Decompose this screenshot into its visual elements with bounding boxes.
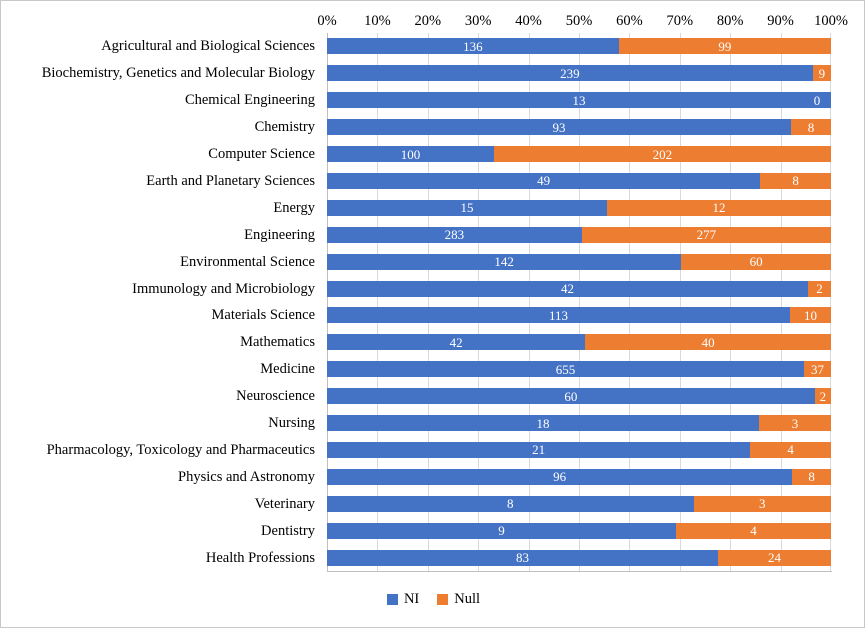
plot-bottom-border [327,571,832,572]
bar-row [327,227,831,243]
bar-value-null: 24 [767,550,781,566]
bar-segment-null[interactable] [619,38,831,54]
bar-value-ni: 8 [507,496,514,512]
bar-value-ni: 42 [561,281,575,297]
category-label: Chemistry [254,119,315,136]
bar-row [327,254,831,270]
bar-segment-ni[interactable] [327,92,831,108]
bar-value-ni: 96 [553,469,567,485]
bar-value-ni: 18 [536,415,550,431]
bar-value-ni: 49 [537,173,551,189]
bar-value-ni: 113 [548,307,569,323]
category-label: Materials Science [211,307,315,324]
bar-row [327,523,831,539]
x-tick-label: 70% [666,13,694,29]
gridline [428,33,429,571]
bar-value-null: 10 [804,307,817,323]
category-label: Earth and Planetary Sciences [146,172,315,189]
bar-value-ni: 93 [552,119,566,135]
category-label: Computer Science [208,146,315,163]
category-label: Agricultural and Biological Sciences [101,38,315,55]
bar-segment-ni[interactable] [327,334,585,350]
bar-value-null: 2 [816,281,823,297]
bar-value-null: 8 [807,119,815,135]
bar-segment-ni[interactable] [327,200,607,216]
bar-value-null: 3 [759,496,766,512]
gridline [579,33,580,571]
bar-segment-ni[interactable] [327,361,804,377]
bar-segment-ni[interactable] [327,388,815,404]
bar-row [327,442,831,458]
gridline [478,33,479,571]
bar-row [327,496,831,512]
bar-segment-ni[interactable] [327,254,681,270]
gridline [327,33,328,571]
legend-label-null: Null [454,591,481,607]
bar-value-null: 8 [808,469,815,485]
x-tick-label: 90% [767,13,794,29]
category-label: Energy [273,199,315,216]
x-tick-label: 60% [616,13,643,29]
gridline [529,33,530,571]
bar-segment-null[interactable] [790,307,831,323]
bar-row [327,38,831,54]
bar-value-null: 99 [718,38,732,54]
category-label: Medicine [260,361,315,378]
bar-row [327,388,831,404]
bar-value-null: 12 [712,200,726,216]
bar-segment-ni[interactable] [327,469,792,485]
gridline [629,33,630,571]
bar-segment-null[interactable] [804,361,831,377]
category-label: Immunology and Microbiology [132,280,315,297]
bar-row [327,415,831,431]
bar-value-null: 3 [791,415,799,431]
bar-row [327,65,831,81]
bar-segment-null[interactable] [750,442,831,458]
bar-value-ni: 142 [494,254,514,270]
bar-segment-null[interactable] [808,281,831,297]
bar-row [327,119,831,135]
bar-row [327,334,831,350]
bar-segment-null[interactable] [718,550,831,566]
category-label: Engineering [244,226,315,243]
bar-segment-ni[interactable] [327,550,718,566]
category-label: Mathematics [240,334,315,351]
bar-value-null: 4 [787,442,794,458]
gridline [730,33,731,571]
x-tick-label: 30% [464,13,492,29]
gridline [680,33,681,571]
bar-value-ni: 239 [560,65,580,81]
bar-segment-ni[interactable] [327,307,790,323]
bar-segment-ni[interactable] [327,442,750,458]
gridline [377,33,378,571]
bar-segment-ni[interactable] [327,173,760,189]
bar-segment-null[interactable] [681,254,831,270]
category-label: Physics and Astronomy [178,468,315,485]
category-label: Chemical Engineering [184,92,315,109]
x-tick-label: 80% [716,13,744,29]
bar-row [327,550,831,566]
gridline [830,33,831,571]
x-tick-label: 100% [814,13,848,29]
bar-segment-null[interactable] [582,227,831,243]
bar-segment-ni[interactable] [327,496,694,512]
bar-value-null: 40 [701,334,715,350]
bar-segment-null[interactable] [791,119,831,135]
bar-segment-ni[interactable] [327,119,791,135]
bar-segment-null[interactable] [607,200,831,216]
bar-row [327,146,831,162]
bar-segment-ni[interactable] [327,38,619,54]
bar-row [327,281,831,297]
bar-row [327,469,831,485]
legend-label-ni: NI [403,591,420,607]
bar-segment-ni[interactable] [327,146,494,162]
bar-segment-null[interactable] [676,523,831,539]
bar-segment-null[interactable] [694,496,831,512]
bar-value-null: 4 [750,523,757,539]
plot-area [327,33,831,571]
bar-segment-null[interactable] [759,415,831,431]
bar-value-ni: 60 [564,388,578,404]
bar-value-ni: 655 [555,361,576,377]
category-label: Pharmacology, Toxicology and Pharmaceutics [46,441,315,458]
bar-value-ni: 13 [572,92,586,108]
bar-value-null: 8 [792,173,799,189]
category-label: Veterinary [254,495,315,512]
bar-segment-ni[interactable] [327,415,759,431]
x-tick-label: 10% [364,13,391,29]
category-label: Nursing [268,415,315,432]
bar-segment-null[interactable] [494,146,831,162]
legend-item-null[interactable] [437,591,480,608]
bar-segment-null[interactable] [813,65,831,81]
x-tick-label: 20% [414,13,442,29]
legend-swatch-null-icon [437,594,448,605]
bar-value-ni: 100 [400,146,421,162]
bar-segment-ni[interactable] [327,65,813,81]
bar-value-ni: 21 [532,442,546,458]
bar-value-ni: 283 [444,227,465,243]
bar-value-null: 9 [818,65,826,81]
category-label: Environmental Science [180,253,315,270]
y-axis-category-labels [1,33,321,571]
gridline [781,33,782,571]
bar-row [327,200,831,216]
legend-item-ni[interactable] [387,591,419,608]
x-tick-label: 40% [515,13,542,29]
bar-segment-ni[interactable] [327,281,808,297]
bar-row [327,173,831,189]
bar-segment-ni[interactable] [327,523,676,539]
bar-value-ni: 15 [460,200,474,216]
bar-value-null: 0 [813,92,821,108]
bar-value-ni: 42 [449,334,463,350]
bar-value-null: 60 [749,254,763,270]
x-tick-label: 50% [565,13,593,29]
bar-segment-null[interactable] [815,388,831,404]
category-label: Dentistry [261,522,315,539]
bar-value-ni: 9 [498,523,505,539]
category-label: Biochemistry, Genetics and Molecular Biology [41,65,315,82]
bar-row [327,92,831,108]
bar-segment-ni[interactable] [327,227,582,243]
x-tick-label: 0% [317,13,337,29]
bar-value-null: 37 [811,361,825,377]
bar-row [327,307,831,323]
bar-segment-null[interactable] [792,469,831,485]
bar-value-null: 2 [819,388,827,404]
bar-segment-null[interactable] [585,334,831,350]
category-label: Neuroscience [236,388,315,405]
bar-row [327,361,831,377]
bar-value-null: 277 [696,227,717,243]
bar-value-ni: 83 [515,550,529,566]
bar-segment-null[interactable] [760,173,831,189]
category-label: Health Professions [205,549,315,566]
chart-legend [1,591,865,608]
legend-swatch-ni-icon [387,594,398,605]
x-axis-top [317,11,848,31]
bar-value-ni: 136 [463,38,483,54]
bar-value-null: 202 [652,146,673,162]
